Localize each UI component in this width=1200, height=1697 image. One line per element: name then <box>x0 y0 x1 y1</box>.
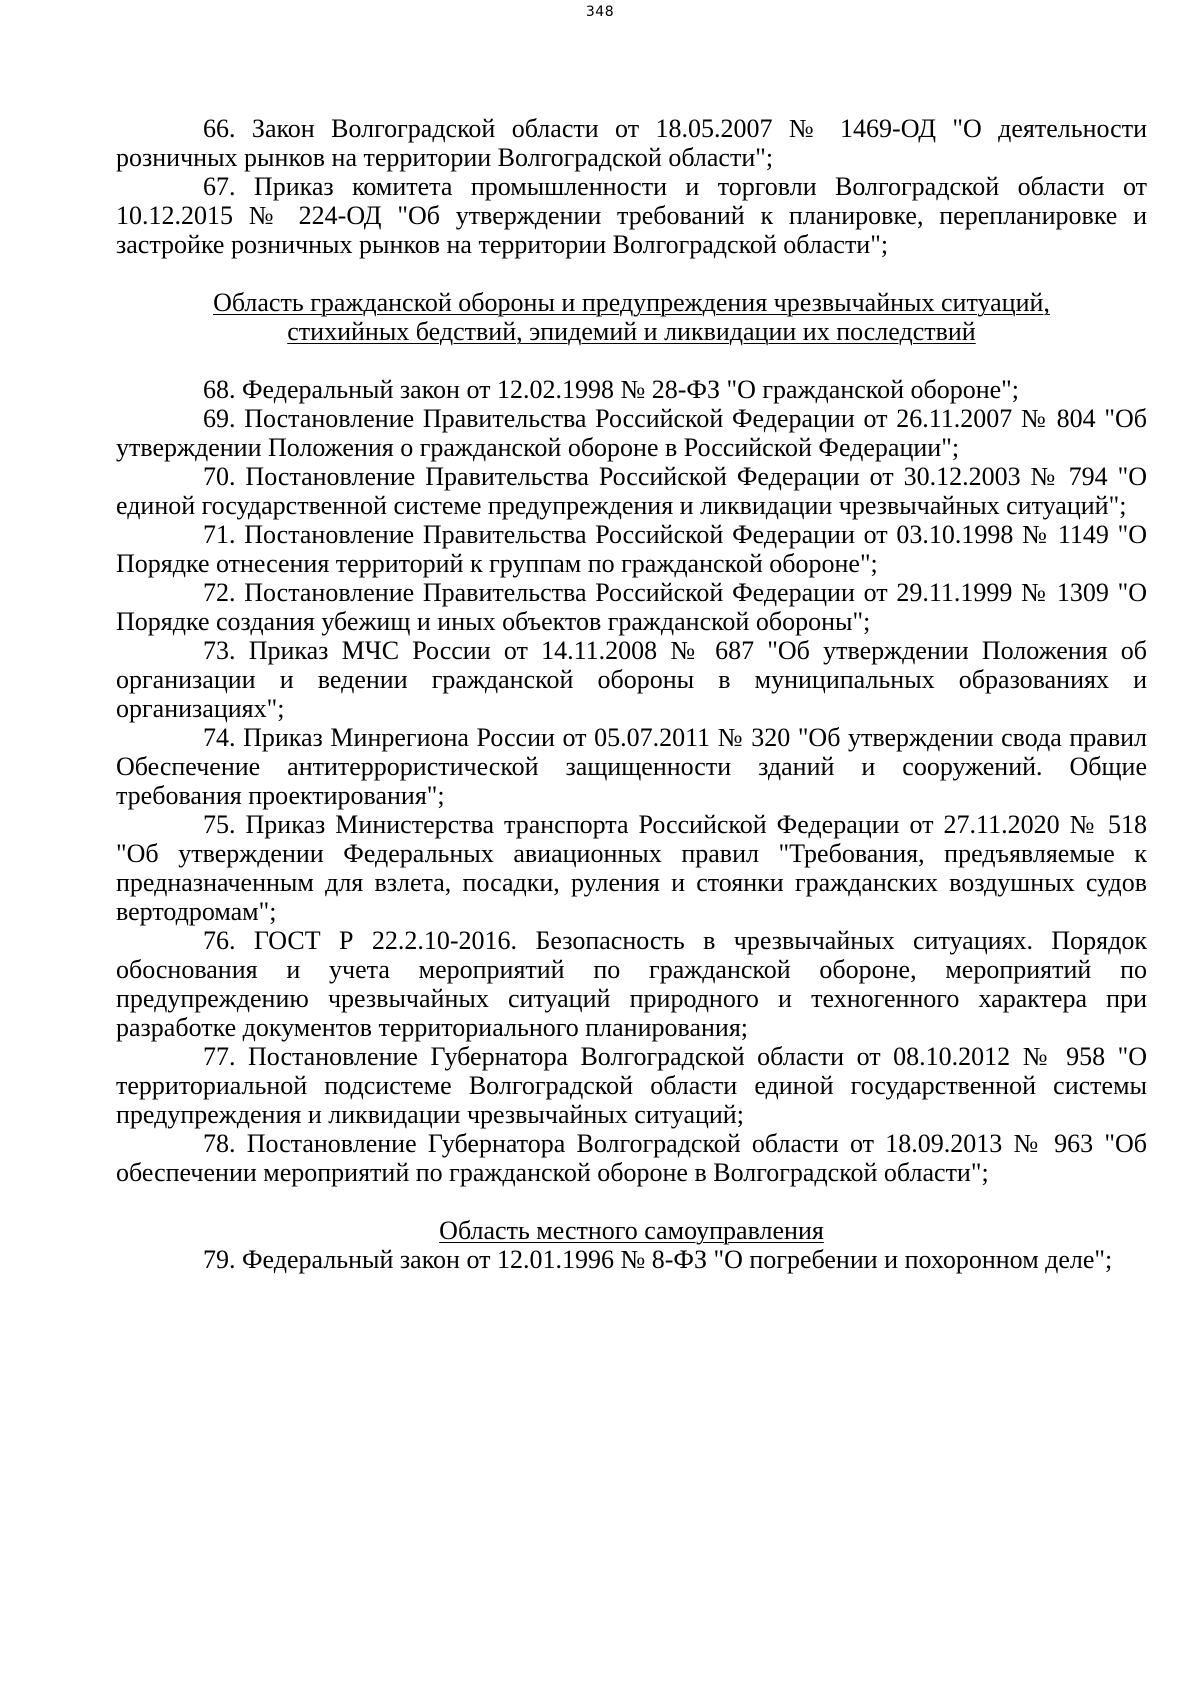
section-heading-local-government <box>116 1216 1147 1245</box>
list-item: 67. Приказ комитета промышленности и торговли Волгоградской области от 10.12.2015 № 224-ОД "Об утверждении требований к планировке, перепланировке и застройке розничных рынков на территории Волгоградской области"; <box>116 172 1147 259</box>
list-item: 72. Постановление Правительства Российской Федерации от 29.11.1999 № 1309 "О Порядке создания убежищ и иных объектов гражданской обороны"; <box>116 578 1147 636</box>
list-group-retail-markets <box>116 114 1147 259</box>
list-group-civil-defense <box>116 375 1147 1187</box>
list-item: 71. Постановление Правительства Российской Федерации от 03.10.1998 № 1149 "О Порядке отнесения территорий к группам по гражданской обороне"; <box>116 520 1147 578</box>
section-heading-line: Область местного самоуправления <box>439 1216 824 1245</box>
document-body <box>116 114 1147 1274</box>
list-item: 76. ГОСТ Р 22.2.10-2016. Безопасность в чрезвычайных ситуациях. Порядок обоснования и учета мероприятий по гражданской обороне, мероприятий по предупреждению чрезвычайных ситуаций природного и техногенного характера при разработке документов территориального планирования; <box>116 926 1147 1042</box>
page-number: 348 <box>585 4 615 20</box>
spacer <box>116 1187 1147 1216</box>
section-heading-line: Область гражданской обороны и предупреждения чрезвычайных ситуаций, <box>213 288 1050 317</box>
list-item: 70. Постановление Правительства Российской Федерации от 30.12.2003 № 794 "О единой государственной системе предупреждения и ликвидации чрезвычайных ситуаций"; <box>116 462 1147 520</box>
list-item: 74. Приказ Минрегиона России от 05.07.2011 № 320 "Об утверждении свода правил Обеспечение антитеррористической защищенности зданий и сооружений. Общие требования проектирования"; <box>116 723 1147 810</box>
list-item: 75. Приказ Министерства транспорта Российской Федерации от 27.11.2020 № 518 "Об утверждении Федеральных авиационных правил "Требования, предъявляемые к предназначенным для взлета, посадки, руления и стоянки гражданских воздушных судов вертодромам"; <box>116 810 1147 926</box>
list-item: 69. Постановление Правительства Российской Федерации от 26.11.2007 № 804 "Об утверждении Положения о гражданской обороне в Российской Федерации"; <box>116 404 1147 462</box>
list-item: 78. Постановление Губернатора Волгоградской области от 18.09.2013 № 963 "Об обеспечении мероприятий по гражданской обороне в Волгоградской области"; <box>116 1129 1147 1187</box>
list-item: 73. Приказ МЧС России от 14.11.2008 № 687 "Об утверждении Положения об организации и ведении гражданской обороны в муниципальных образованиях и организациях"; <box>116 636 1147 723</box>
list-item: 79. Федеральный закон от 12.01.1996 № 8-ФЗ "О погребении и похоронном деле"; <box>203 1245 1113 1274</box>
list-item: 66. Закон Волгоградской области от 18.05.2007 № 1469-ОД "О деятельности розничных рынков на территории Волгоградской области"; <box>116 114 1147 172</box>
list-item: 77. Постановление Губернатора Волгоградской области от 08.10.2012 № 958 "О территориальной подсистеме Волгоградской области единой государственной системы предупреждения и ликвидации чрезвычайных ситуаций; <box>116 1042 1147 1129</box>
section-heading-line: стихийных бедствий, эпидемий и ликвидации их последствий <box>287 317 976 346</box>
list-group-local-government <box>116 1245 1147 1274</box>
spacer <box>116 346 1147 375</box>
section-heading-civil-defense <box>116 288 1147 346</box>
list-item: 68. Федеральный закон от 12.02.1998 № 28-ФЗ "О гражданской обороне"; <box>203 375 1020 404</box>
spacer <box>116 259 1147 288</box>
